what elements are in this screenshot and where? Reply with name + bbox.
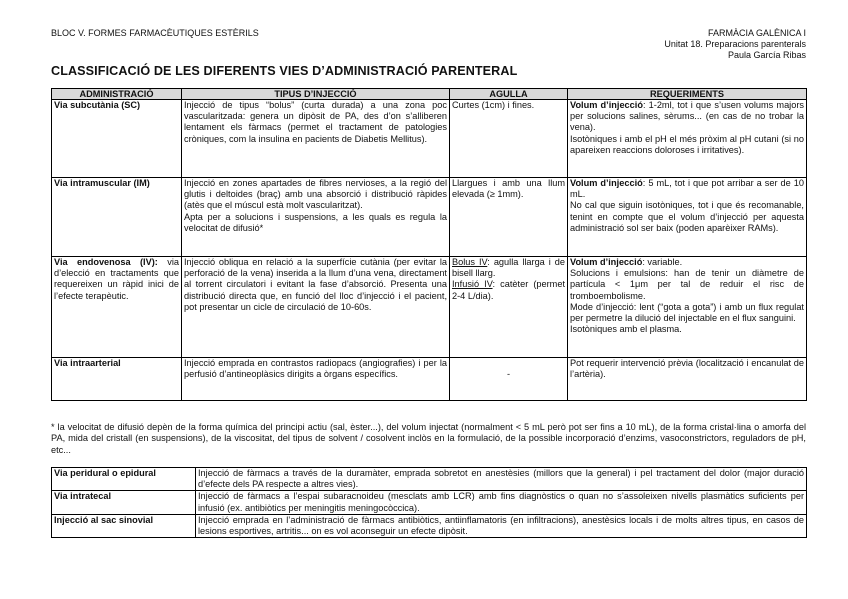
- injection-cell: Injecció obliqua en relació a la superfície cutània (per evitar la perforació de la vena) inserida a la llum d’una vena, directament al torrent circulatori i evitant la fase d’absorció. Presenta una distribució directa que, en funció del lloc d’injecció i el pacient, pot presentar un cicle de circulació de 10-60s.: [182, 257, 450, 358]
- header-author: Paula García Ribas: [727, 50, 806, 60]
- req-text: : variable.: [642, 257, 683, 267]
- route-cell: Via subcutània (SC): [52, 100, 182, 178]
- needle-bolus-label: Bolus IV: [452, 257, 488, 267]
- req-extra: Solucions i emulsions: han de tenir un diàmetre de partícula < 1μm per tal de reduir el risc de tromboembolisme.: [570, 268, 804, 301]
- col-header-requeriments: REQUERIMENTS: [568, 89, 807, 100]
- header-left: BLOC V. FORMES FARMACÈUTIQUES ESTÈRILS: [51, 28, 259, 38]
- injection-extra: Apta per a solucions i suspensions, a les quals es regula la velocitat de difusió*: [184, 211, 447, 233]
- routes-table: [51, 88, 807, 401]
- needle-cell: -: [450, 358, 568, 401]
- description-cell: Injecció de fàrmacs a l’espai subaracnoideu (mesclats amb LCR) amb fins diagnòstics o quan no s’assoleixen nivells plasmàtics suficients per infusió (ex. antibiòtics per meningitis meningocòccica).: [196, 491, 807, 514]
- route-cell: Injecció al sac sinovial: [52, 514, 196, 537]
- table-row: [52, 178, 807, 257]
- table-row: [52, 257, 807, 358]
- injection-cell: Injecció de tipus “bolus” (curta durada) a una zona poc vascularitzada: genera un dipòsit de PA, des d’on s’alliberen lentament els fàrmacs (permet el tractament de patologies cròniques, com la insulina en pacients de Diabetis Mellitus).: [182, 100, 450, 178]
- header-course: FARMÀCIA GALÈNICA I: [707, 28, 806, 38]
- req-text: : 1-2ml, tot i que s’usen volums majors per solucions salines, sèrums... (en cas de no trobar la vena).: [570, 100, 804, 133]
- col-header-agulla: AGULLA: [450, 89, 568, 100]
- requirements-cell: Pot requerir intervenció prèvia (localització i encanulat de l’artèria).: [568, 358, 807, 401]
- needle-infusion-label: Infusió IV: [452, 279, 493, 290]
- table-row: [52, 358, 807, 401]
- route-name: Via endovenosa (IV):: [54, 257, 158, 267]
- header-right: [664, 28, 806, 61]
- injection-cell: [182, 178, 450, 257]
- req-extra: Isotòniques i amb el pH el més pròxim al pH cutani (si no apareixen reaccions doloroses i irritatives).: [570, 133, 804, 155]
- req-text: : 5 mL, tot i que pot arribar a ser de 10 mL.: [570, 178, 804, 200]
- needle-cell: Llargues i amb una llum elevada (≥ 1mm).: [450, 178, 568, 257]
- needle-bolus-text: : agulla llarga i de bisell llarg.: [452, 257, 565, 279]
- route-cell: Via intratecal: [52, 491, 196, 514]
- req-label: Volum d’injecció: [570, 257, 643, 267]
- injection-text: Injecció en zones apartades de fibres nervioses, a la regió del glutis i deltoides (braç) amb una absorció i distribució ràpides (atès que el múscul està molt vascularitzat).: [184, 178, 447, 211]
- needle-cell: Curtes (1cm) i fines.: [450, 100, 568, 178]
- req-extra-isotonic: Isotòniques amb el plasma.: [570, 324, 682, 335]
- req-label: Volum d’injecció: [570, 178, 643, 188]
- route-cell: Via intramuscular (IM): [52, 178, 182, 257]
- needle-cell: [450, 257, 568, 358]
- page-title: CLASSIFICACIÓ DE LES DIFERENTS VIES D’ADMINISTRACIÓ PARENTERAL: [51, 64, 518, 78]
- route-cell: [52, 257, 182, 358]
- route-cell: Via peridural o epidural: [52, 468, 196, 491]
- route-cell: Via intraarterial: [52, 358, 182, 401]
- col-header-administracio: ADMINISTRACIÓ: [52, 89, 182, 100]
- needle-infusion-text: : catèter (permet 2-4 L/dia).: [452, 279, 565, 301]
- description-cell: Injecció de fàrmacs a través de la duramàter, emprada sobretot en anestèsies (millors que la general) i pel tractament del dolor (major duració d’efecte dels PA respecte a altres vies).: [196, 468, 807, 491]
- requirements-cell: [568, 257, 807, 358]
- header-unit: Unitat 18. Preparacions parenterals: [664, 39, 806, 49]
- table-row: [52, 468, 807, 491]
- col-header-tipus: TIPUS D’INJECCIÓ: [182, 89, 450, 100]
- table-row: [52, 100, 807, 178]
- req-extra-mode: Mode d’injecció: lent (“gota a gota”) i amb un flux regulat per permetre la dilució del injectable en el flux sanguini.: [570, 301, 804, 324]
- requirements-cell: [568, 178, 807, 257]
- injection-cell: Injecció emprada en contrastos radiopacs (angiografies) i per la perfusió d’antineoplàsics dirigits a òrgans específics.: [182, 358, 450, 401]
- table-row: [52, 491, 807, 514]
- requirements-cell: [568, 100, 807, 178]
- diffusion-footnote: * la velocitat de difusió depèn de la forma química del principi actiu (sal, èster...), del volum injectat (normalment < 5 mL però pot ser fins a 10 mL), de la forma cristal·lina o amorfa del PA, mida del cristall (en suspensions), de la viscositat, del tipus de solvent / cosolvent inclòs en la formulació, de la possible incorporació d’enzims, vasoconstrictors, reguladors de pH, etc...: [51, 422, 806, 455]
- table-header-row: [52, 89, 807, 100]
- description-cell: Injecció emprada en l’administració de fàrmacs antibiòtics, antiinflamatoris (en infiltracions), anestèsics locals i de molts altres tipus, en casos de lesions esportives, artritis... on es vol aconseguir un efecte dipòsit.: [196, 514, 807, 537]
- table-row: [52, 514, 807, 537]
- req-label: Volum d’injecció: [570, 100, 643, 110]
- req-extra: No cal que siguin isotòniques, tot i que és recomanable, tenint en compte que el volum d’injecció per aquesta administració sol ser baix (poden aparèixer RAMs).: [570, 200, 804, 233]
- route-extra: via d’elecció en tractaments que requereixen un ràpid inici de l’efecte terapèutic.: [54, 257, 179, 301]
- other-routes-table: [51, 467, 807, 538]
